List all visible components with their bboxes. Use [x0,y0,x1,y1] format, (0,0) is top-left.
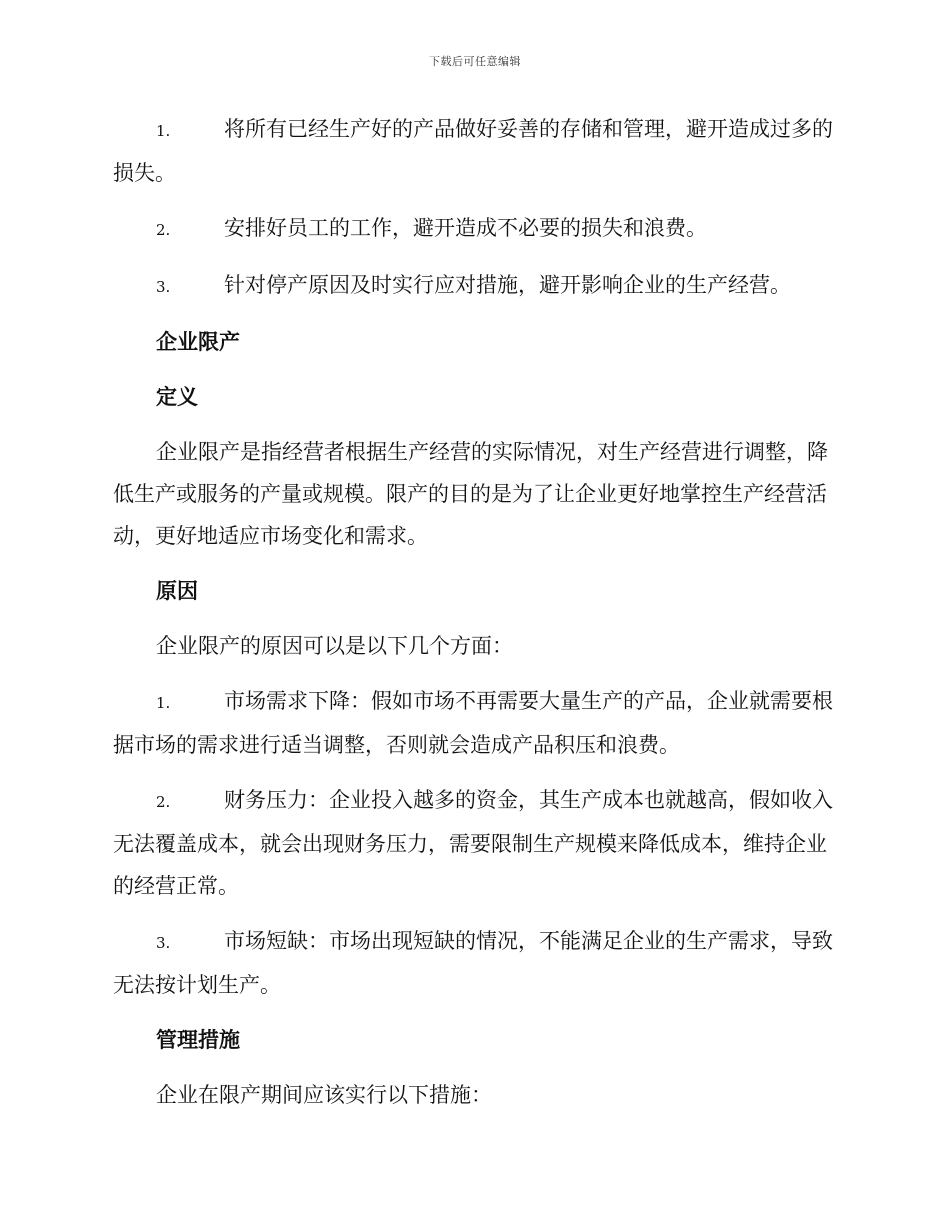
list-item [113,108,833,194]
list-number: 3. [156,934,171,952]
list-number: 3. [156,278,171,296]
list-text: 财务压力：企业投入越多的资金，其生产成本也就越高，假如收入无法覆盖成本，就会出现财务压力，需要限制生产规模来降低成本，维持企业的经营正常。 [113,788,833,898]
list-number: 2. [156,221,171,239]
list-item [113,920,833,1006]
list-text: 将所有已经生产好的产品做好妥善的存储和管理，避开造成过多的损失。 [113,117,833,185]
list-number: 2. [156,793,171,811]
paragraph: 企业限产是指经营者根据生产经营的实际情况，对生产经营进行调整，降低生产或服务的产量或规模。限产的目的是为了让企业更好地掌控生产经营活动，更好地适应市场变化和需求。 [113,440,828,548]
list-text: 市场需求下降：假如市场不再需要大量生产的产品，企业就需要根据市场的需求进行适当调整，否则就会造成产品积压和浪费。 [113,689,833,757]
subsection-heading: 原因 [156,579,198,603]
document-body [113,108,833,1129]
list-text: 安排好员工的工作，避开造成不必要的损失和浪费。 [224,216,707,240]
list-item [113,680,833,766]
list-item [113,207,833,251]
subsection-heading: 定义 [156,385,198,409]
paragraph: 企业限产的原因可以是以下几个方面： [156,634,513,658]
section-heading: 企业限产 [156,330,240,354]
list-item [113,264,833,308]
list-number: 1. [156,122,171,140]
subsection-heading: 管理措施 [156,1028,240,1052]
list-text: 市场短缺：市场出现短缺的情况，不能满足企业的生产需求，导致无法按计划生产。 [113,929,833,997]
list-number: 1. [156,694,171,712]
list-item [113,779,833,907]
page-header: 下载后可任意编辑 [429,55,521,68]
paragraph: 企业在限产期间应该实行以下措施： [156,1083,492,1107]
list-text: 针对停产原因及时实行应对措施，避开影响企业的生产经营。 [224,273,791,297]
